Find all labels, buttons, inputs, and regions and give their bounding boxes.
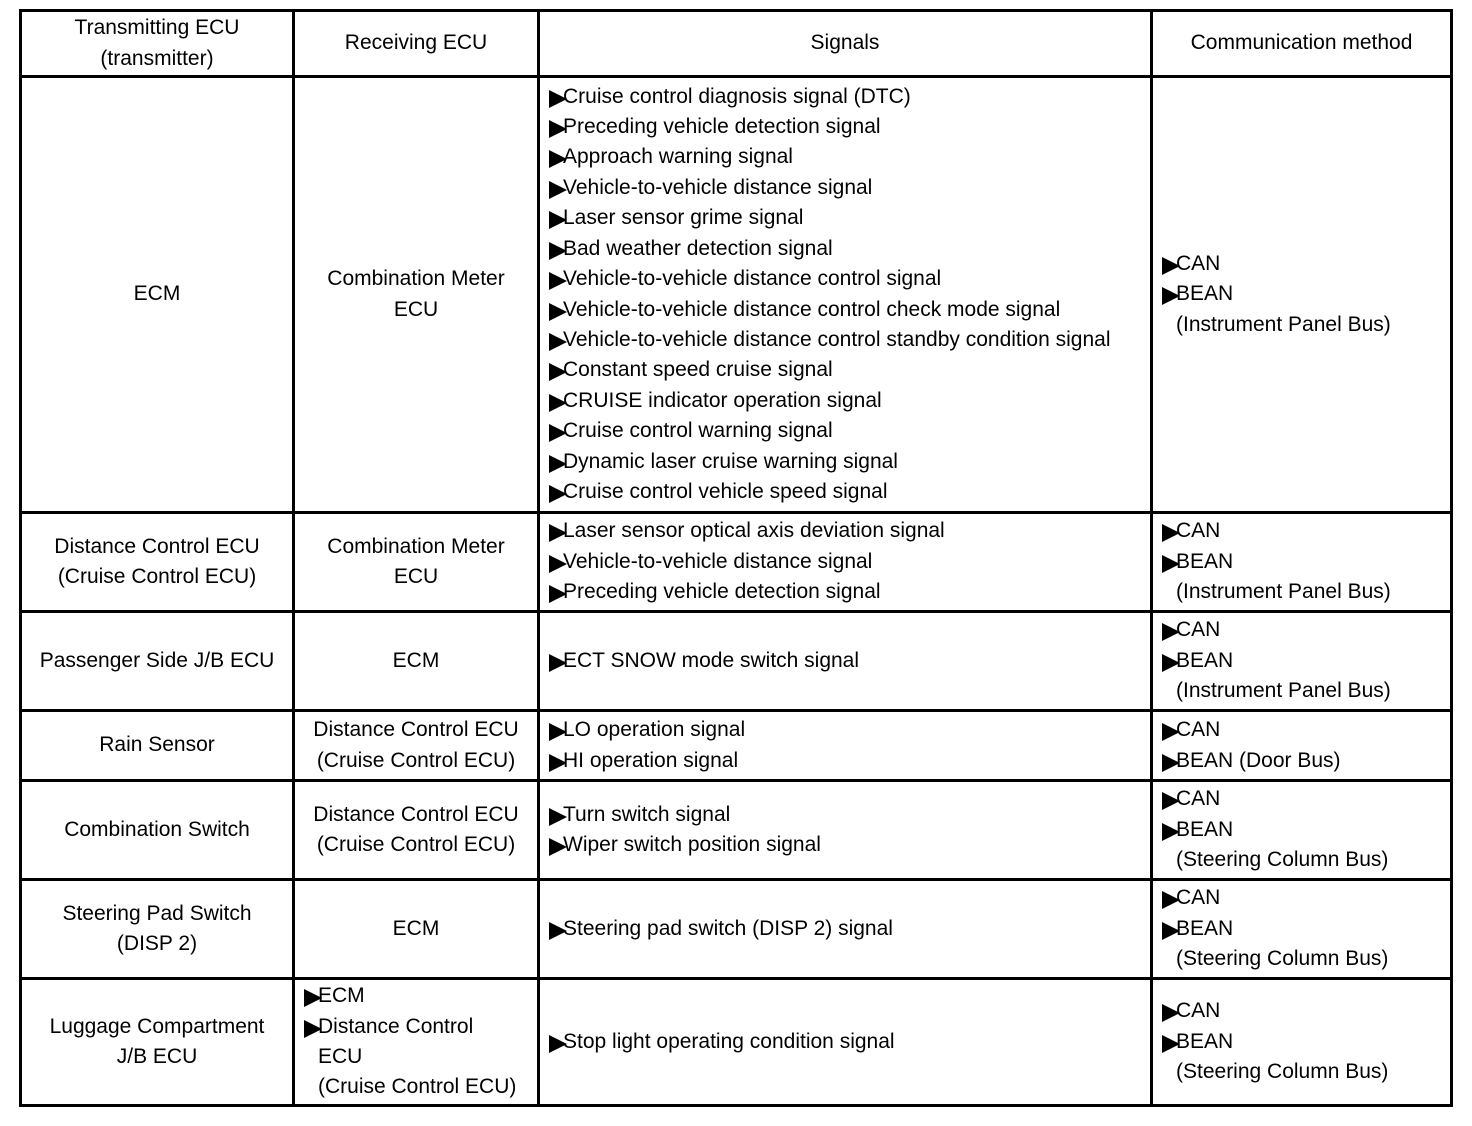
comm-item: BEAN: [1162, 1027, 1450, 1057]
comm-bus-note: (Instrument Panel Bus): [1176, 312, 1391, 336]
transmitting-cell: Steering Pad Switch (DISP 2): [21, 880, 294, 979]
comm-bus-note: (Steering Column Bus): [1176, 848, 1389, 872]
transmitting-cell: Passenger Side J/B ECU: [21, 612, 294, 711]
comm-item: CAN: [1162, 615, 1450, 645]
signal-item: Cruise control vehicle speed signal: [549, 477, 1150, 507]
transmitting-cell: Rain Sensor: [21, 711, 294, 781]
table-row: [21, 513, 1452, 612]
signal-item: Constant speed cruise signal: [549, 355, 1150, 385]
receiving-cell: Combination Meter ECU: [294, 77, 539, 513]
receiving-item-continued: (Cruise Control ECU): [318, 1075, 517, 1099]
header-signals: Signals: [539, 11, 1152, 77]
signals-cell: [539, 612, 1152, 711]
communication-cell: [1152, 880, 1452, 979]
communication-cell: [1152, 77, 1452, 513]
signals-cell: [539, 711, 1152, 781]
comm-bus-note: (Instrument Panel Bus): [1176, 679, 1391, 703]
header-transmitting-ecu: Transmitting ECU (transmitter): [21, 11, 294, 77]
comm-item: BEAN: [1162, 646, 1450, 676]
signal-item: Wiper switch position signal: [549, 830, 1150, 860]
receiving-cell: Distance Control ECU (Cruise Control ECU): [294, 711, 539, 781]
signal-item: Laser sensor optical axis deviation signal: [549, 516, 1150, 546]
signals-cell: [539, 513, 1152, 612]
comm-bus-note: (Steering Column Bus): [1176, 947, 1389, 971]
header-receiving-ecu: Receiving ECU: [294, 11, 539, 77]
comm-item: CAN: [1162, 883, 1450, 913]
comm-item: CAN: [1162, 715, 1450, 745]
receiving-cell: Distance Control ECU (Cruise Control ECU): [294, 781, 539, 880]
transmitting-cell: Luggage Compartment J/B ECU: [21, 979, 294, 1106]
signal-item: Laser sensor grime signal: [549, 203, 1150, 233]
comm-item: BEAN: [1162, 279, 1450, 309]
communication-cell: [1152, 711, 1452, 781]
signal-item: Cruise control diagnosis signal (DTC): [549, 82, 1150, 112]
comm-item: CAN: [1162, 516, 1450, 546]
comm-item: CAN: [1162, 249, 1450, 279]
communication-cell: [1152, 513, 1452, 612]
header-row: [21, 11, 1452, 77]
communication-cell: [1152, 612, 1452, 711]
receiving-cell: ECM: [294, 612, 539, 711]
signal-item: HI operation signal: [549, 746, 1150, 776]
signal-item: ECT SNOW mode switch signal: [549, 646, 1150, 676]
comm-item: BEAN: [1162, 914, 1450, 944]
comm-item: CAN: [1162, 996, 1450, 1026]
signal-item: Vehicle-to-vehicle distance control standby condition signal: [549, 325, 1150, 355]
receiving-cell: Combination Meter ECU: [294, 513, 539, 612]
signal-item: Approach warning signal: [549, 142, 1150, 172]
comm-item: BEAN: [1162, 547, 1450, 577]
transmitting-cell: Distance Control ECU (Cruise Control ECU): [21, 513, 294, 612]
comm-bus-note: (Steering Column Bus): [1176, 1060, 1389, 1084]
signal-item: Preceding vehicle detection signal: [549, 112, 1150, 142]
signal-item: Stop light operating condition signal: [549, 1027, 1150, 1057]
header-communication-method: Communication method: [1152, 11, 1452, 77]
comm-bus-note: (Instrument Panel Bus): [1176, 580, 1391, 604]
transmitting-cell: ECM: [21, 77, 294, 513]
signal-item: Vehicle-to-vehicle distance control signal: [549, 264, 1150, 294]
comm-item: BEAN: [1162, 815, 1450, 845]
signal-item: Vehicle-to-vehicle distance signal: [549, 547, 1150, 577]
table-row: [21, 781, 1452, 880]
table-row: [21, 979, 1452, 1106]
signal-item: Vehicle-to-vehicle distance signal: [549, 173, 1150, 203]
signal-item: LO operation signal: [549, 715, 1150, 745]
signal-item: Bad weather detection signal: [549, 234, 1150, 264]
table-row: [21, 612, 1452, 711]
receiving-item: Distance Control: [304, 1012, 537, 1042]
can-communication-table: [19, 9, 1453, 1107]
signal-item: Cruise control warning signal: [549, 416, 1150, 446]
signals-cell: [539, 781, 1152, 880]
comm-item: CAN: [1162, 784, 1450, 814]
signals-cell: [539, 979, 1152, 1106]
table-row: [21, 711, 1452, 781]
signals-cell: [539, 880, 1152, 979]
table-row: [21, 880, 1452, 979]
communication-cell: [1152, 781, 1452, 880]
signals-cell: [539, 77, 1152, 513]
communication-cell: [1152, 979, 1452, 1106]
comm-item: BEAN (Door Bus): [1162, 746, 1450, 776]
signal-item: Steering pad switch (DISP 2) signal: [549, 914, 1150, 944]
signal-item: Preceding vehicle detection signal: [549, 577, 1150, 607]
receiving-item: ECM: [304, 981, 537, 1011]
receiving-cell: ECM: [294, 880, 539, 979]
signal-item: CRUISE indicator operation signal: [549, 386, 1150, 416]
receiving-item-continued: ECU: [318, 1045, 363, 1068]
table-row: [21, 77, 1452, 513]
signal-item: Turn switch signal: [549, 800, 1150, 830]
signal-item: Vehicle-to-vehicle distance control check mode signal: [549, 295, 1150, 325]
transmitting-cell: Combination Switch: [21, 781, 294, 880]
signal-item: Dynamic laser cruise warning signal: [549, 447, 1150, 477]
receiving-cell: [294, 979, 539, 1106]
